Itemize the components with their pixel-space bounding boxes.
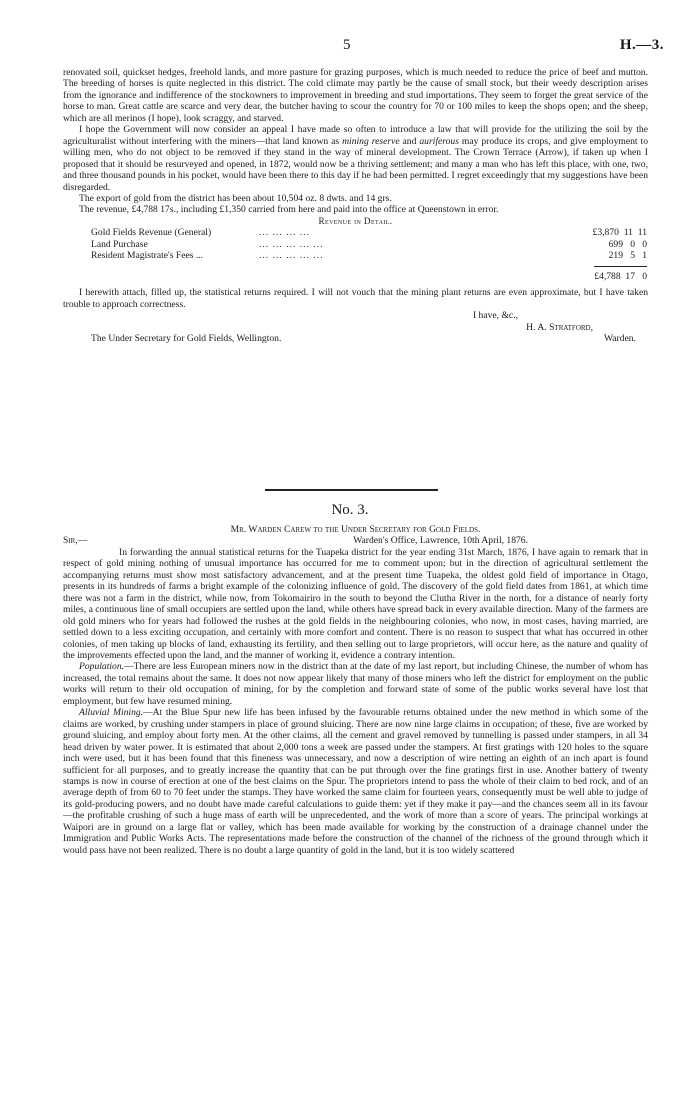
paragraph-appeal	[63, 124, 648, 193]
revenue-label: Gold Fields Revenue (General)	[91, 227, 212, 239]
revenue-table	[63, 227, 648, 282]
term-auriferous: auriferous	[419, 135, 459, 147]
revenue-detail-title: Revenue in Detail.	[318, 215, 393, 226]
salutation-line	[63, 535, 648, 546]
appeal-text-a: I hope the Government will now consider an appeal I have made so often to introduce a law that will provide for the utilizing the soil by the agriculturalist without interfering with the miners—that land known as	[63, 124, 648, 147]
section-divider	[265, 489, 438, 491]
paragraph-alluvial	[63, 707, 648, 856]
table-row	[63, 239, 648, 250]
letter-heading: Mr. Warden Carew to the Under Secretary for Gold Fields.	[230, 524, 481, 535]
letter-no-3	[63, 524, 648, 856]
paragraph-population	[63, 661, 648, 707]
paragraph-returns-tuapeka: In forwarding the annual statistical returns for the Tuapeka district for the year ending 31st March, 1876, I have again to remark that in respect of gold mining nothing of unusual importance has occurred for me to comment upon; but in the direction of agricultural settlement the accompanying returns must show most satisfactory advancement, and at the present time Tuapeka, the oldest gold field of importance in Otago, presents in its hundreds of farms a bright example of the colonizing influence of gold. The discovery of the gold field dates from 1861, at which time there was not a farm in the district, while now, from Tokomairiro in the south to beyond the Clutha River in the north, for a distance of nearly forty miles, a continuous line of small occupiers are settled upon the land, while others have spread back in every available direction. Many of the farmers are old gold miners who for years had followed the rushes at the gold fields in the neighbouring colonies, who now, in most cases, having married, are settled down to a less exciting occupation, and certainly with more comfort and content. There is no reason to suspect that what has occurred in other colonies, of men taking up blocks of land, exhausting its fertility, and then selling out to large proprietors, will occur here, as the nature and quality of the improvements effected upon the land, and the manner of working it, evidence a contrary intention.	[63, 546, 649, 661]
population-text: —There are less European miners now in the district than at the date of my last report, but including Chinese, the number of whom has increased, the total remains about the same. It does not now appear likely that many of those miners who left the district for employment on the public works will return to their old occupation of mining, for by the completion and forward state of some of the public works several have lost that employment, but few have resumed mining.	[63, 661, 648, 707]
salutation: Sir,—	[63, 535, 88, 547]
addressee-line	[63, 333, 648, 344]
table-row	[63, 227, 648, 238]
paragraph-stock: renovated soil, quickset hedges, freehold lands, and more pasture for grazing purposes, which is much needed to reduce the price of beef and mutton. The breeding of horses is quite neglected in this district. The cold climate may partly be the cause of small stock, but their weedy description arises from the ignorance and indifference of the stockowners to improvement in breeding and stud importations. They seem to forget the great service of the horse to man. Great cattle are scarce and very dear, the butcher having to scour the country for 70 or 100 miles to keep the shops open; and the sheep, which are all merinos (I hope), look scraggy, and starved.	[63, 67, 648, 124]
paragraph-gold-export: The export of gold from the district has been about 10,504 oz. 8 dwts. and 14 grs.	[79, 192, 392, 204]
alluvial-text: —At the Blue Spur new life has been infused by the favourable returns obtained under the new method in which some of the claims are worked, by crushing under stampers in place of ground sluicing. There are now nine large claims in occupation; of these, five are worked by ground sluicing, and employ about forty men. At the other claims, all the cement and gravel removed by tunnelling is passed under stampers, in all 34 head driven by water power. It is estimated that about 2,000 tons a week are passed under the stampers. At first gratings with 120 holes to the square inch were used, but it has been found that this fineness was unnecessary, and now a description of wire netting an eighth of an inch apart is found sufficient for all purposes, and to greatly increase the quantity that can be put through over the fine gratings first in use. Another battery of twenty stamps is now in course of erection at one of the best claims on the Spur. The proprietors intend to pass the whole of their claim to bed rock, and of an average depth of from 60 to 70 feet under the stamps. They have worked the same claim for fourteen years, consequently must be well able to judge of its gold-producing powers, and no doubt have made careful calculations to guide them: yet if they make it pay—and the chances seem all in its favour—the profitable crushing of such a huge mass of earth will be unprecedented, and the work of more than a score of years. The principal workings at Waipori are in ground on a large flat or valley, which has been made available for working by the construction of a drainage channel under the Immigration and Public Works Acts. The representations made before the construction of the channel of the richness of the ground through which it would pass have not been realized. There is no doubt a large quantity of gold in the land, but it is too widely scattered	[63, 707, 648, 856]
signature-title: Warden.	[604, 332, 636, 344]
page-number: 5	[343, 37, 351, 53]
letter-number: No. 3.	[331, 502, 369, 518]
revenue-amount: £3,870 11 11	[592, 227, 647, 239]
appeal-text-b: and	[399, 135, 420, 147]
revenue-amount: 699 0 0	[608, 238, 647, 250]
appeal-text-c: may produce its crops, and give employment to willing men, who do not object to be removed if they stand in the way of mineral development. The Crown Terrace (Arrow), if taken up when I proposed that it should be resurveyed and opened, in 1872, would now be a thriving settlement; and many a man who has left this place, with one, two, and three thousand pounds in his pocket, would have been there to this day if he had been permitted. I regret exceedingly that my suggestions have been disregarded.	[63, 135, 648, 193]
term-mining-reserve: mining reserve	[342, 135, 400, 147]
table-row	[63, 250, 648, 261]
paragraph-revenue: The revenue, £4,788 17s., including £1,350 carried from here and paid into the office at Queenstown in error.	[79, 204, 499, 216]
signature-name: H. A. Stratford,	[526, 321, 593, 333]
revenue-label: Land Purchase	[91, 238, 148, 250]
document-reference: H.—3.	[619, 37, 664, 53]
addressee: The Under Secretary for Gold Fields, Wellington.	[91, 332, 282, 344]
dateline: Warden's Office, Lawrence, 10th April, 1876.	[353, 535, 528, 547]
population-heading: Population.	[79, 661, 125, 673]
leader-dots: ... ... ... ...	[259, 227, 310, 239]
revenue-amount: 219 5 1	[608, 250, 647, 262]
paragraph-returns: I herewith attach, filled up, the statistical returns required. I will not vouch that the mining plant returns are even approximate, but I have taken trouble to approach correctness.	[63, 287, 648, 310]
closing-i-have: I have, &c.,	[472, 310, 518, 322]
leader-dots: ... ... ... ... ...	[259, 250, 324, 262]
report-continuation	[63, 67, 648, 344]
leader-dots: ... ... ... ... ...	[259, 238, 324, 250]
revenue-total: £4,788 17 0	[594, 266, 647, 282]
revenue-label: Resident Magistrate's Fees ...	[91, 250, 204, 262]
alluvial-heading: Alluvial Mining.	[79, 707, 144, 719]
table-row-total	[63, 262, 648, 282]
